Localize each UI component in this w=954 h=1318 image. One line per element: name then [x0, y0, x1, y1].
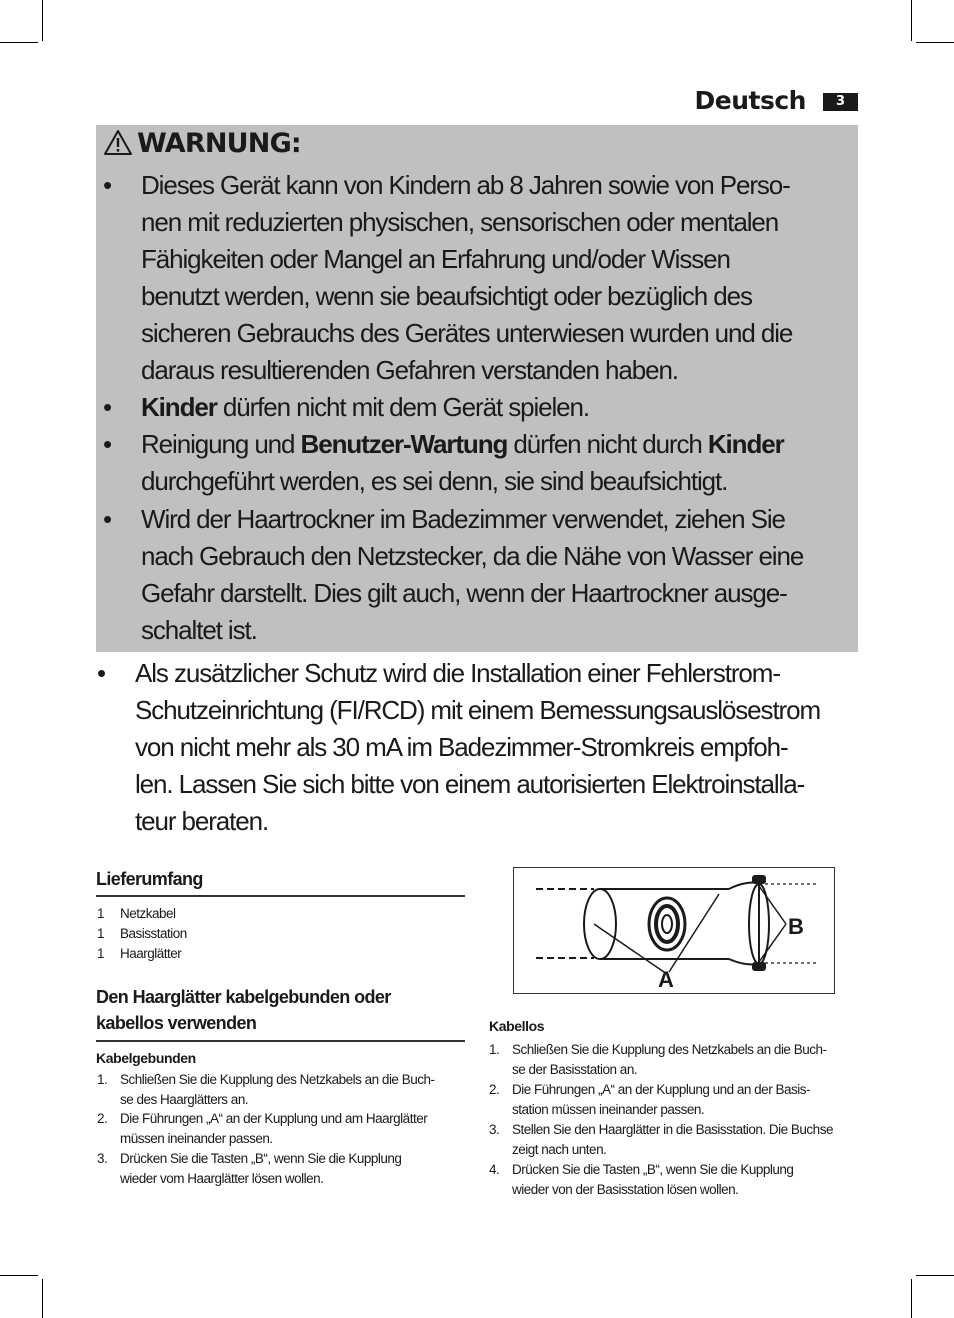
- text-run: dürfen nicht durch: [507, 429, 708, 459]
- text-line: Schließen Sie die Kupplung des Netzkabels an die Buch-: [512, 1042, 827, 1057]
- text-line: Fähigkeiten oder Mangel an Erfahrung und/oder Wissen: [141, 244, 730, 274]
- text-line: wieder von der Basisstation lösen wollen.: [512, 1182, 739, 1197]
- text-line: daraus resultierenden Gefahren verstanden haben.: [141, 355, 678, 385]
- item-qty: 1: [97, 906, 105, 921]
- text-line: durchgeführt werden, es sei denn, sie sind beaufsichtigt.: [141, 466, 728, 496]
- text-line: Dieses Gerät kann von Kindern ab 8 Jahren sowie von Perso-: [141, 170, 790, 200]
- text-line: teur beraten.: [135, 806, 269, 836]
- bullet: •: [103, 392, 112, 422]
- text-line: Drücken Sie die Tasten „B“, wenn Sie die Kupplung: [512, 1162, 794, 1177]
- list-item: [97, 924, 187, 944]
- text-line: Schutzeinrichtung (FI/RCD) mit einem Bemessungsauslösestrom: [135, 695, 821, 725]
- language-label: Deutsch: [694, 86, 806, 115]
- section-rule: [96, 1040, 465, 1042]
- list-item: [97, 904, 176, 924]
- bullet: •: [97, 658, 106, 688]
- scope-title: Lieferumfang: [96, 869, 203, 889]
- text-line: se des Haarglätters an.: [120, 1092, 249, 1107]
- corded-title: Kabelgebunden: [96, 1050, 196, 1066]
- warning-item: [103, 501, 804, 649]
- coupling-figure: [513, 867, 835, 994]
- text-line: Schließen Sie die Kupplung des Netzkabels an die Buch-: [120, 1072, 435, 1087]
- text-line: [141, 426, 784, 463]
- text-line: benutzt werden, wenn sie beaufsichtigt oder bezüglich des: [141, 281, 752, 311]
- bold-term: Kinder: [141, 392, 217, 422]
- bold-term: Benutzer-Wartung: [300, 429, 508, 459]
- step-item: [489, 1160, 794, 1200]
- step-number: 1.: [489, 1042, 500, 1057]
- usage-title: [96, 984, 391, 1036]
- figure-label-b: B: [788, 914, 804, 939]
- text-line: von nicht mehr als 30 mA im Badezimmer-Stromkreis empfoh-: [135, 732, 788, 762]
- step-number: 2.: [489, 1082, 500, 1097]
- section-rule: [96, 895, 465, 897]
- item-qty: 1: [97, 946, 105, 961]
- text-line: Die Führungen „A“ an der Kupplung und an der Basis-: [512, 1082, 810, 1097]
- warning-title: [103, 128, 301, 159]
- step-item: [489, 1040, 827, 1080]
- item-name: Basisstation: [120, 926, 187, 941]
- warning-item: [103, 426, 784, 500]
- text-line: station müssen ineinander passen.: [512, 1102, 705, 1117]
- text-line: müssen ineinander passen.: [120, 1131, 273, 1146]
- crop-mark: [916, 1275, 954, 1276]
- warning-item: [103, 167, 793, 389]
- text-line: Wird der Haartrockner im Badezimmer verwendet, ziehen Sie: [141, 504, 785, 534]
- text-line: sicheren Gebrauchs des Gerätes unterwiesen wurden und die: [141, 318, 793, 348]
- step-number: 1.: [97, 1072, 108, 1087]
- step-item: [97, 1109, 428, 1149]
- warning-item: [103, 389, 590, 426]
- crop-mark: [911, 0, 912, 41]
- text-line: Stellen Sie den Haarglätter in die Basisstation. Die Buchse: [512, 1122, 833, 1137]
- step-item: [489, 1080, 810, 1120]
- cordless-title: Kabellos: [489, 1018, 545, 1034]
- text-run: dürfen nicht mit dem Gerät spielen.: [216, 392, 590, 422]
- text-line: nen mit reduzierten physischen, sensorischen oder mentalen: [141, 207, 779, 237]
- step-number: 4.: [489, 1162, 500, 1177]
- item-name: Netzkabel: [120, 906, 176, 921]
- figure-label-a: A: [658, 967, 674, 992]
- warning-title-text: WARNUNG:: [137, 128, 301, 159]
- text-run: Reinigung und: [141, 429, 301, 459]
- list-item: [97, 944, 182, 964]
- step-number: 3.: [489, 1122, 500, 1137]
- text-line: Den Haarglätter kabelgebunden oder: [96, 987, 391, 1007]
- coupling-illustration: [514, 868, 834, 993]
- text-line: Als zusätzlicher Schutz wird die Installation einer Fehlerstrom-: [135, 658, 780, 688]
- rcd-note: [97, 655, 821, 840]
- text-line: kabellos verwenden: [96, 1013, 257, 1033]
- text-line: [141, 389, 589, 426]
- warning-triangle-icon: [103, 129, 133, 156]
- step-number: 2.: [97, 1111, 108, 1126]
- step-number: 3.: [97, 1151, 108, 1166]
- text-line: len. Lassen Sie sich bitte von einem autorisierten Elektroinstalla-: [135, 769, 805, 799]
- crop-mark: [916, 42, 954, 43]
- crop-mark: [0, 1275, 38, 1276]
- step-item: [489, 1120, 833, 1160]
- text-line: zeigt nach unten.: [512, 1142, 607, 1157]
- bullet: •: [103, 170, 112, 200]
- text-line: se der Basisstation an.: [512, 1062, 638, 1077]
- page-number: 3: [823, 93, 858, 111]
- bullet: •: [103, 504, 112, 534]
- crop-mark: [0, 42, 38, 43]
- crop-mark: [42, 1279, 43, 1318]
- text-line: wieder vom Haarglätter lösen wollen.: [120, 1171, 324, 1186]
- crop-mark: [42, 0, 43, 41]
- bullet: •: [103, 429, 112, 459]
- item-name: Haarglätter: [120, 946, 182, 961]
- text-line: Die Führungen „A“ an der Kupplung und am Haarglätter: [120, 1111, 428, 1126]
- crop-mark: [911, 1279, 912, 1318]
- text-line: Gefahr darstellt. Dies gilt auch, wenn der Haartrockner ausge-: [141, 578, 787, 608]
- item-qty: 1: [97, 926, 105, 941]
- step-item: [97, 1070, 435, 1110]
- text-line: Drücken Sie die Tasten „B“, wenn Sie die Kupplung: [120, 1151, 402, 1166]
- text-line: schaltet ist.: [141, 615, 257, 645]
- step-item: [97, 1149, 402, 1189]
- bold-term: Kinder: [707, 429, 784, 459]
- text-line: nach Gebrauch den Netzstecker, da die Nähe von Wasser eine: [141, 541, 804, 571]
